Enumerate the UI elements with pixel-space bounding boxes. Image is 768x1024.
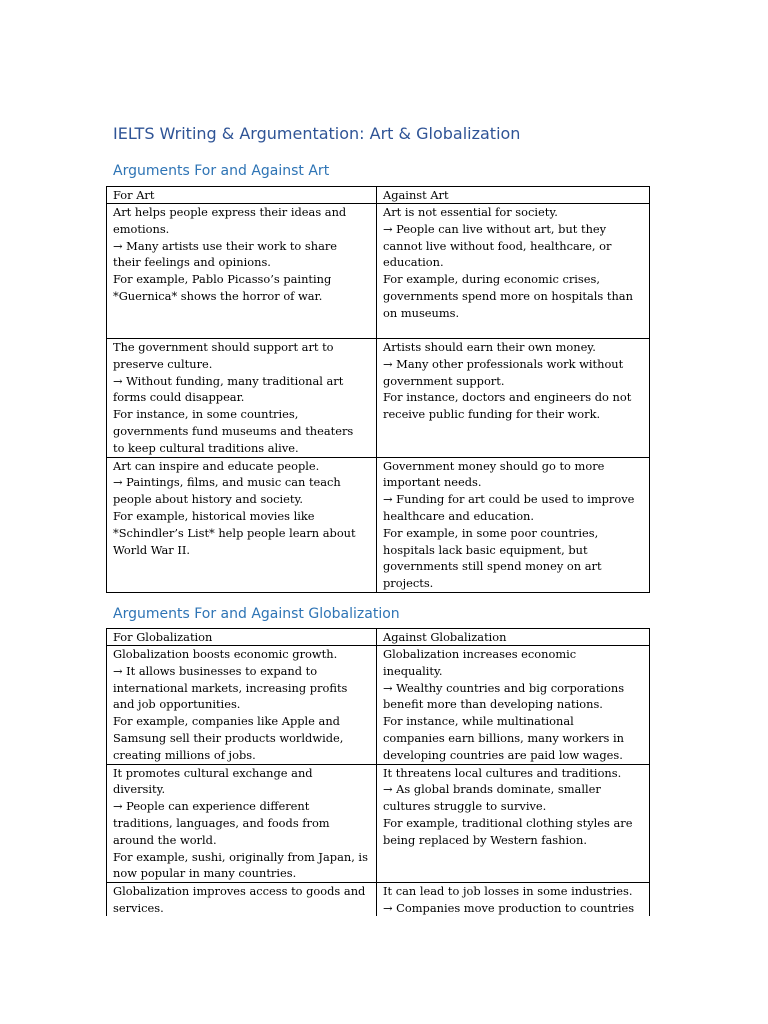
table-row (107, 646, 650, 765)
cell-line: For example, historical movies like (113, 508, 315, 523)
cell-line: now popular in many countries. (113, 866, 297, 881)
cell-line: people about history and society. (113, 492, 304, 507)
cell-line: It threatens local cultures and traditions. (383, 765, 622, 780)
for-cell (107, 646, 377, 765)
cell-line: → People can live without art, but they (383, 221, 607, 236)
cell-line: *Schindler’s List* help people learn about (113, 525, 356, 540)
for-cell (107, 204, 377, 339)
column-header-for-art: For Art (107, 187, 377, 204)
cell-line: forms could disappear. (113, 390, 245, 405)
cell-line: → People can experience different (113, 799, 310, 814)
cell-line: on museums. (383, 305, 460, 320)
cell-line: governments fund museums and theaters (113, 423, 354, 438)
cell-line: → Without funding, many traditional art (113, 373, 344, 388)
against-cell (377, 883, 650, 916)
document-title: IELTS Writing & Argumentation: Art & Globalization (113, 124, 521, 143)
cell-line: For example, sushi, originally from Japan, is (113, 849, 368, 864)
column-header-for-globalization: For Globalization (107, 629, 377, 646)
globalization-arguments-table (106, 628, 650, 916)
cell-line: inequality. (383, 663, 443, 678)
cell-line: creating millions of jobs. (113, 747, 256, 762)
cell-line: to keep cultural traditions alive. (113, 440, 299, 455)
section-heading-globalization: Arguments For and Against Globalization (113, 606, 400, 622)
for-cell (107, 457, 377, 592)
cell-line: governments still spend money on art (383, 559, 602, 574)
table-row (107, 339, 650, 458)
cell-line: → Funding for art could be used to improve (383, 492, 635, 507)
cell-line: projects. (383, 576, 434, 591)
cell-line: important needs. (383, 475, 482, 490)
table-header-row (107, 629, 650, 646)
table-row (107, 204, 650, 339)
cell-line: For instance, while multinational (383, 714, 574, 729)
cell-line: being replaced by Western fashion. (383, 832, 587, 847)
cell-line: Globalization boosts economic growth. (113, 647, 338, 661)
cell-line: hospitals lack basic equipment, but (383, 542, 588, 557)
cell-line: Art helps people express their ideas and (113, 205, 347, 219)
cell-line: It can lead to job losses in some industries. (383, 884, 633, 899)
cell-line: *Guernica* shows the horror of war. (113, 288, 323, 303)
cell-line: diversity. (113, 782, 166, 797)
cell-line: emotions. (113, 221, 170, 236)
cell-line: Globalization increases economic (383, 647, 577, 661)
cell-line: Samsung sell their products worldwide, (113, 730, 344, 745)
section-heading-art: Arguments For and Against Art (113, 163, 330, 179)
cell-line: traditions, languages, and foods from (113, 815, 330, 830)
table-row (107, 457, 650, 592)
cell-line: → Paintings, films, and music can teach (113, 475, 341, 490)
cell-line: For example, during economic crises, (383, 272, 600, 287)
cell-line: Globalization improves access to goods and (113, 884, 366, 899)
for-cell (107, 883, 377, 916)
cell-line: services. (113, 900, 164, 915)
cell-line: The government should support art to (113, 340, 334, 354)
cell-line: companies earn billions, many workers in (383, 730, 624, 745)
cell-line: For example, companies like Apple and (113, 714, 340, 729)
table-row (107, 764, 650, 883)
cell-line: cannot live without food, healthcare, or (383, 238, 612, 253)
cell-line: international markets, increasing profits (113, 680, 348, 695)
for-cell (107, 764, 377, 883)
globalization-table-viewport (100, 628, 660, 916)
cell-line: around the world. (113, 832, 217, 847)
table-header-row (107, 187, 650, 204)
cell-line: governments spend more on hospitals than (383, 288, 633, 303)
table-row (107, 883, 650, 916)
art-arguments-table (106, 186, 650, 593)
cell-line: → Wealthy countries and big corporations (383, 680, 625, 695)
cell-line: For example, in some poor countries, (383, 525, 599, 540)
cell-line: World War II. (113, 542, 190, 557)
cell-line: Art is not essential for society. (383, 205, 558, 219)
for-cell (107, 339, 377, 458)
cell-line: developing countries are paid low wages. (383, 747, 623, 762)
against-cell (377, 646, 650, 765)
cell-line: → Many other professionals work without (383, 356, 624, 371)
cell-line: healthcare and education. (383, 508, 535, 523)
cell-line: government support. (383, 373, 505, 388)
cell-line: and job opportunities. (113, 697, 241, 712)
cell-line: cultures struggle to survive. (383, 799, 547, 814)
against-cell (377, 457, 650, 592)
cell-line: benefit more than developing nations. (383, 697, 603, 712)
column-header-against-globalization: Against Globalization (377, 629, 650, 646)
cell-line: For example, Pablo Picasso’s painting (113, 272, 332, 287)
cell-line: For instance, in some countries, (113, 407, 299, 422)
cell-line: → It allows businesses to expand to (113, 663, 318, 678)
column-header-against-art: Against Art (377, 187, 650, 204)
cell-line: → As global brands dominate, smaller (383, 782, 601, 797)
against-cell (377, 204, 650, 339)
cell-line: their feelings and opinions. (113, 255, 271, 270)
cell-line: → Companies move production to countries (383, 900, 635, 915)
against-cell (377, 339, 650, 458)
cell-line: education. (383, 255, 444, 270)
cell-line: For example, traditional clothing styles are (383, 815, 633, 830)
cell-line: receive public funding for their work. (383, 407, 601, 422)
cell-line: It promotes cultural exchange and (113, 765, 313, 780)
cell-line: Art can inspire and educate people. (113, 458, 320, 473)
cell-line: For instance, doctors and engineers do not (383, 390, 632, 405)
cell-line: Artists should earn their own money. (383, 340, 596, 354)
cell-line: → Many artists use their work to share (113, 238, 338, 253)
cell-line: Government money should go to more (383, 458, 605, 473)
against-cell (377, 764, 650, 883)
cell-line: preserve culture. (113, 356, 213, 371)
